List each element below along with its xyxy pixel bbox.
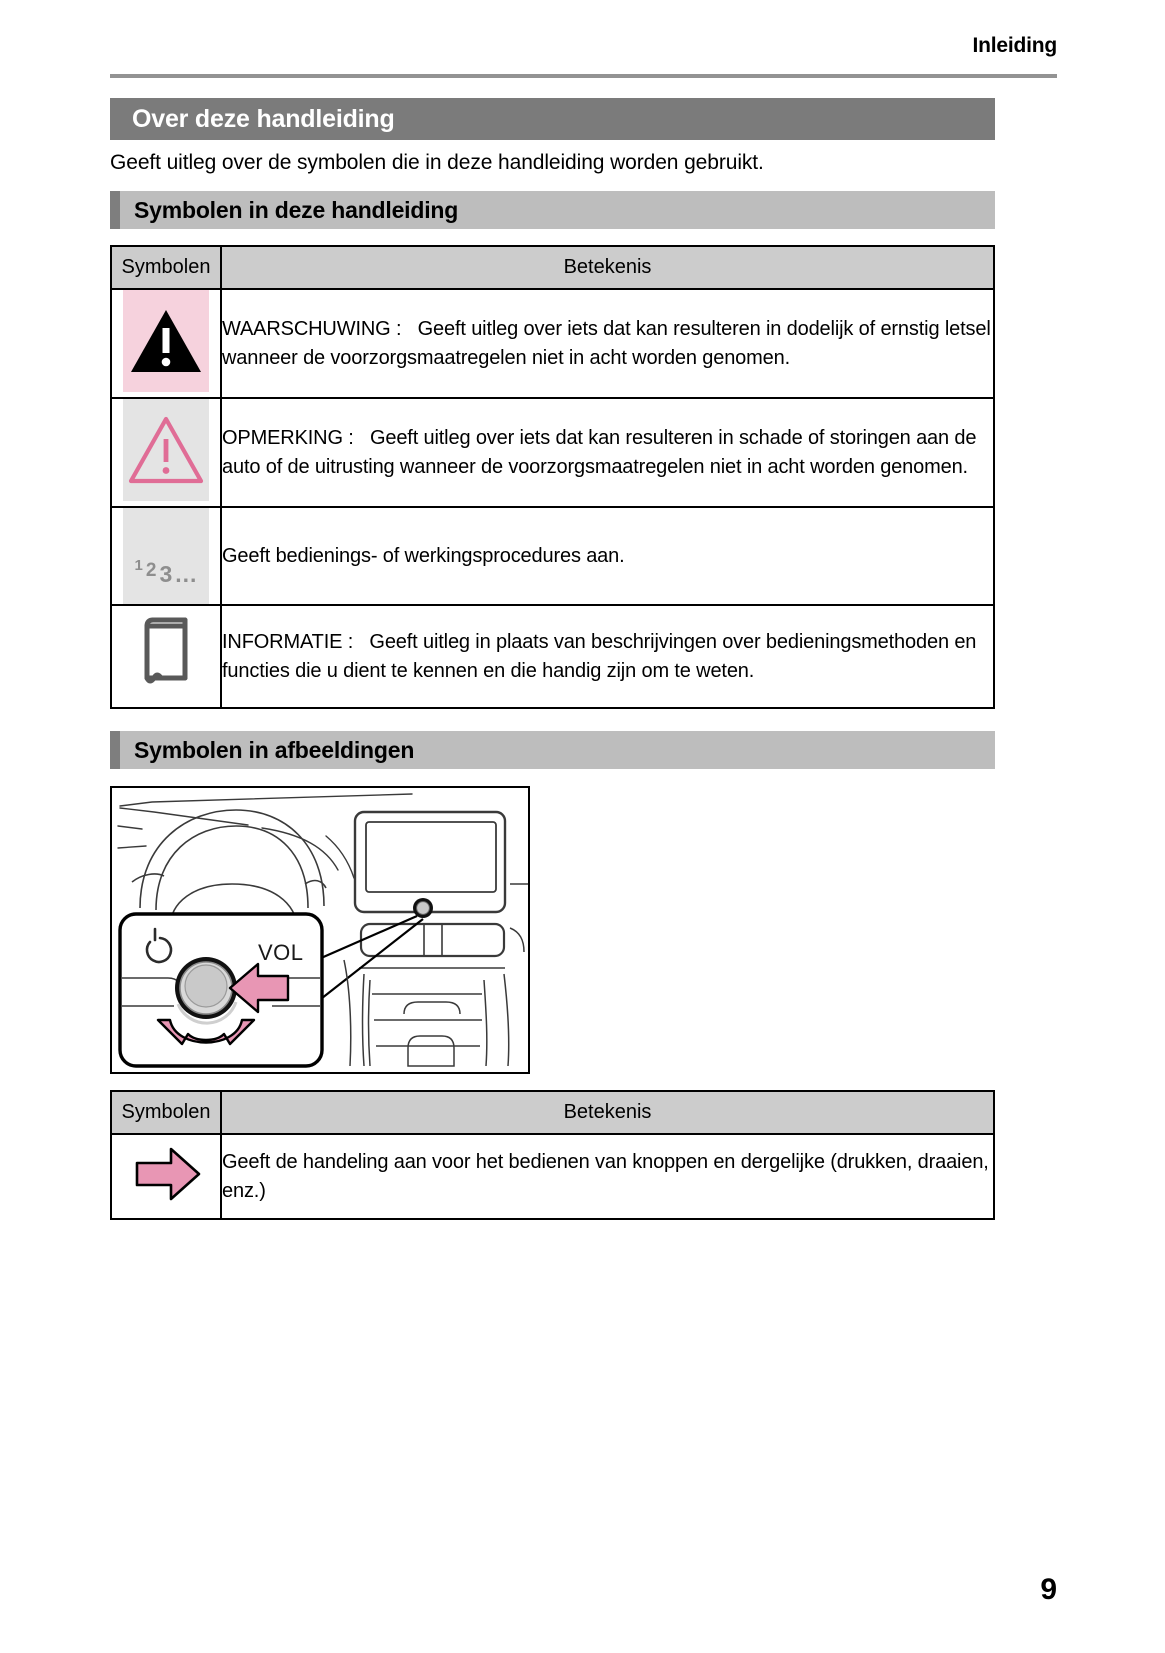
table-row (111, 289, 994, 398)
table-row (111, 1134, 994, 1219)
numbered-steps-glyphs: 1 2 3 ... (134, 557, 198, 587)
column-header-symbolen: Symbolen (111, 1091, 221, 1134)
symbols-illustrations-table (110, 1090, 995, 1220)
banner-tab-marker (110, 191, 120, 229)
meaning-cell (221, 398, 994, 507)
subsection-banner-symbols-manual (110, 191, 995, 229)
section-lead-text: Geeft uitleg over de symbolen die in deze handleiding worden gebruikt. (110, 151, 764, 174)
meaning-label: OPMERKING : (222, 426, 365, 449)
symbol-cell (111, 289, 221, 398)
meaning-text: Geeft uitleg over iets dat kan resulteren in dodelijk of ernstig letsel wanneer de voorzorgsmaatregelen niet in acht worden genomen. (222, 317, 991, 369)
table-header-row (111, 246, 994, 289)
table-row (111, 605, 994, 708)
meaning-text: Geeft bedienings- of werkingsprocedures aan. (222, 544, 625, 567)
table-header-row (111, 1091, 994, 1134)
page-content (110, 98, 995, 1220)
meaning-cell (221, 289, 994, 398)
symbol-cell (111, 398, 221, 507)
volume-knob (175, 957, 237, 1023)
notice-triangle-outline-icon (123, 399, 209, 501)
meaning-text: Geeft uitleg in plaats van beschrijvingen over bedieningsmethoden en functies die u dient te kennen en die handig zijn om te weten. (222, 630, 977, 682)
warning-triangle-filled-icon (123, 290, 209, 392)
subsection-title-1: Symbolen in deze handleiding (120, 191, 995, 229)
page-number: 9 (1040, 1573, 1057, 1606)
running-header-title: Inleiding (972, 34, 1057, 57)
meaning-cell (221, 507, 994, 605)
symbols-manual-table (110, 245, 995, 709)
table-row (111, 507, 994, 605)
symbol-cell (111, 507, 221, 605)
meaning-cell (221, 1134, 994, 1219)
header-rule (110, 74, 1057, 78)
column-header-symbolen: Symbolen (111, 246, 221, 289)
section-title-banner: Over deze handleiding (110, 98, 995, 140)
subsection-title-2: Symbolen in afbeeldingen (120, 731, 995, 769)
meaning-cell (221, 605, 994, 708)
meaning-text: Geeft uitleg over iets dat kan resulteren in schade of storingen aan de auto of de uitrusting wanneer de voorzorgsmaatregelen niet in acht worden genomen. (222, 426, 977, 478)
column-header-betekenis: Betekenis (221, 246, 994, 289)
column-header-betekenis: Betekenis (221, 1091, 994, 1134)
table-row (111, 398, 994, 507)
meaning-label: INFORMATIE : (222, 630, 364, 653)
pink-arrow-icon (123, 1135, 209, 1213)
meaning-label: WAARSCHUWING : (222, 317, 413, 340)
vol-label: VOL (258, 940, 304, 965)
numbered-steps-icon (123, 508, 209, 604)
book-outline-icon (123, 606, 209, 702)
banner-tab-marker (110, 731, 120, 769)
callout-panel (120, 914, 322, 1066)
dashboard-volume-knob-marker (413, 898, 433, 918)
symbol-cell (111, 1134, 221, 1219)
dashboard-callout-illustration (110, 786, 530, 1074)
symbol-cell (111, 605, 221, 708)
meaning-text: Geeft de handeling aan voor het bedienen van knoppen en dergelijke (drukken, draaien, enz.) (222, 1150, 989, 1202)
subsection-banner-symbols-illustrations (110, 731, 995, 769)
